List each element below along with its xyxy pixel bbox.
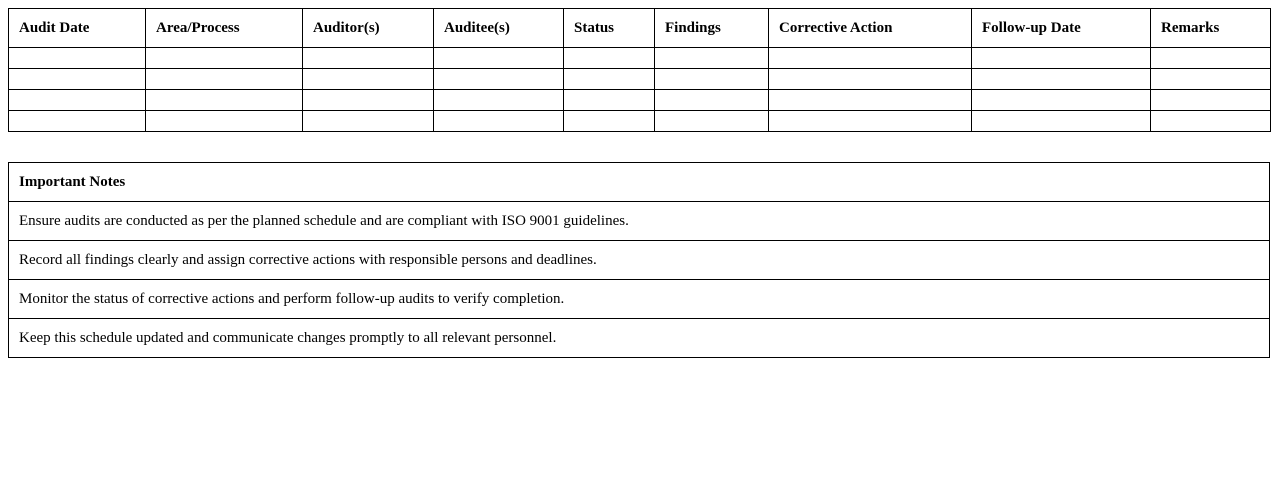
table-cell[interactable] xyxy=(972,48,1151,69)
table-cell[interactable] xyxy=(564,111,655,132)
table-cell[interactable] xyxy=(146,111,303,132)
table-row xyxy=(9,90,1271,111)
notes-title: Important Notes xyxy=(9,163,1270,202)
table-cell[interactable] xyxy=(434,90,564,111)
table-cell[interactable] xyxy=(146,69,303,90)
table-cell[interactable] xyxy=(769,48,972,69)
table-cell[interactable] xyxy=(9,48,146,69)
table-cell[interactable] xyxy=(9,111,146,132)
list-item xyxy=(9,202,1270,241)
table-cell[interactable] xyxy=(146,90,303,111)
table-cell[interactable] xyxy=(972,90,1151,111)
column-header-corrective-action: Corrective Action xyxy=(769,9,972,48)
list-item xyxy=(9,280,1270,319)
table-cell[interactable] xyxy=(303,111,434,132)
table-cell[interactable] xyxy=(655,48,769,69)
audit-schedule-table xyxy=(8,8,1271,132)
table-cell[interactable] xyxy=(769,111,972,132)
table-cell[interactable] xyxy=(769,90,972,111)
note-text: Monitor the status of corrective actions and perform follow-up audits to verify completion. xyxy=(9,280,1270,319)
table-cell[interactable] xyxy=(303,69,434,90)
table-cell[interactable] xyxy=(1151,48,1271,69)
table-cell[interactable] xyxy=(564,48,655,69)
table-cell[interactable] xyxy=(9,69,146,90)
table-cell[interactable] xyxy=(434,69,564,90)
note-text: Record all findings clearly and assign corrective actions with responsible persons and deadlines. xyxy=(9,241,1270,280)
table-cell[interactable] xyxy=(434,48,564,69)
table-cell[interactable] xyxy=(1151,111,1271,132)
table-cell[interactable] xyxy=(655,90,769,111)
column-header-audit-date: Audit Date xyxy=(9,9,146,48)
table-cell[interactable] xyxy=(303,48,434,69)
table-row xyxy=(9,111,1271,132)
table-cell[interactable] xyxy=(972,111,1151,132)
list-item xyxy=(9,319,1270,358)
note-text: Keep this schedule updated and communicate changes promptly to all relevant personnel. xyxy=(9,319,1270,358)
column-header-findings: Findings xyxy=(655,9,769,48)
table-cell[interactable] xyxy=(769,69,972,90)
important-notes-table xyxy=(8,162,1270,358)
column-header-status: Status xyxy=(564,9,655,48)
table-cell[interactable] xyxy=(655,111,769,132)
table-header-row xyxy=(9,9,1271,48)
table-cell[interactable] xyxy=(1151,69,1271,90)
column-header-remarks: Remarks xyxy=(1151,9,1271,48)
table-cell[interactable] xyxy=(655,69,769,90)
table-cell[interactable] xyxy=(9,90,146,111)
notes-header-row xyxy=(9,163,1270,202)
table-cell[interactable] xyxy=(146,48,303,69)
table-cell[interactable] xyxy=(434,111,564,132)
table-cell[interactable] xyxy=(1151,90,1271,111)
note-text: Ensure audits are conducted as per the planned schedule and are compliant with ISO 9001 guidelines. xyxy=(9,202,1270,241)
table-cell[interactable] xyxy=(564,90,655,111)
table-cell[interactable] xyxy=(564,69,655,90)
column-header-area-process: Area/Process xyxy=(146,9,303,48)
list-item xyxy=(9,241,1270,280)
table-cell[interactable] xyxy=(303,90,434,111)
column-header-auditors: Auditor(s) xyxy=(303,9,434,48)
column-header-auditees: Auditee(s) xyxy=(434,9,564,48)
table-row xyxy=(9,69,1271,90)
table-cell[interactable] xyxy=(972,69,1151,90)
table-row xyxy=(9,48,1271,69)
column-header-follow-up-date: Follow-up Date xyxy=(972,9,1151,48)
